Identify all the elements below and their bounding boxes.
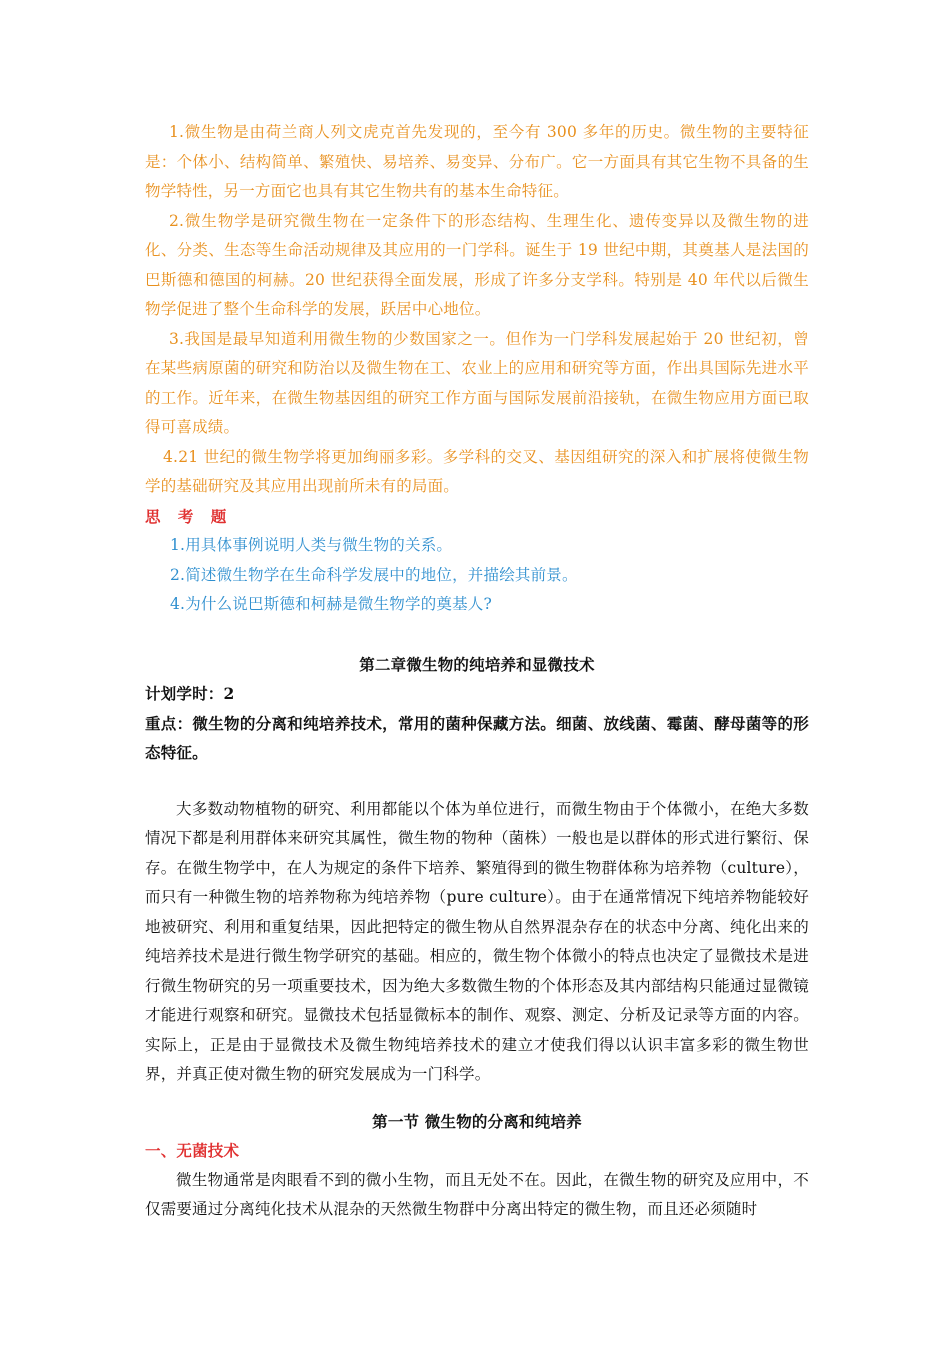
page-content bbox=[145, 118, 809, 1225]
section-title: 第一节 微生物的分离和纯培养 bbox=[372, 1111, 582, 1131]
section-paragraph: 微生物通常是肉眼看不到的微小生物，而且无处不在。因此，在微生物的研究及应用中，不仅需要通过分离纯化技术从混杂的天然微生物群中分离出特定的微生物，而且还必须随时 bbox=[145, 1170, 809, 1218]
summary-paragraph-1: 1.微生物是由荷兰商人列文虎克首先发现的，至今有 300 多年的历史。微生物的主要特征是：个体小、结构简单、繁殖快、易培养、易变异、分布广。它一方面具有其它生物不具备的生物学特性，另一方面它也具有其它生物共有的基本生命特征。 bbox=[145, 123, 809, 200]
summary-paragraph-4: 4.21 世纪的微生物学将更加绚丽多彩。多学科的交叉、基因组研究的深入和扩展将使微生物学的基础研究及其应用出现前所未有的局面。 bbox=[145, 447, 809, 495]
planned-hours: 计划学时：2 bbox=[145, 684, 235, 703]
question-item: 4.为什么说巴斯德和柯赫是微生物学的奠基人? bbox=[170, 595, 492, 613]
chapter-title: 第二章微生物的纯培养和显微技术 bbox=[359, 654, 595, 674]
questions-heading: 思 考 题 bbox=[145, 506, 233, 526]
section-subheading: 一、无菌技术 bbox=[145, 1141, 240, 1160]
summary-paragraph-3: 3.我国是最早知道利用微生物的少数国家之一。但作为一门学科发展起始于 20 世纪初，曾在某些病原菌的研究和防治以及微生物在工、农业上的应用和研究等方面，作出具国际先进水平的工作。近年来，在微生物基因组的研究工作方面与国际发展前沿接轨，在微生物应用方面已取得可喜成绩。 bbox=[145, 329, 809, 436]
key-points: 重点：微生物的分离和纯培养技术，常用的菌种保藏方法。细菌、放线菌、霉菌、酵母菌等的形态特征。 bbox=[145, 713, 809, 762]
question-item: 1.用具体事例说明人类与微生物的关系。 bbox=[170, 536, 453, 554]
chapter-intro-paragraph: 大多数动物植物的研究、利用都能以个体为单位进行，而微生物由于个体微小，在绝大多数情况下都是利用群体来研究其属性，微生物的物种（菌株）一般也是以群体的形式进行繁衍、保存。在微生物学中，在人为规定的条件下培养、繁殖得到的微生物群体称为培养物（culture），而只有一种微生物的培养物称为纯培养物（pure culture）。由于在通常情况下纯培养物能较好地被研究、利用和重复结果，因此把特定的微生物从自然界混杂存在的状态中分离、纯化出来的纯培养技术是进行微生物学研究的基础。相应的，微生物个体微小的特点也决定了显微技术是进行微生物研究的另一项重要技术，因为绝大多数微生物的个体形态及其内部结构只能通过显微镜才能进行观察和研究。显微技术包括显微标本的制作、观察、测定、分析及记录等方面的内容。实际上，正是由于显微技术及微生物纯培养技术的建立才使我们得以认识丰富多彩的微生物世界，并真正使对微生物的研究发展成为一门科学。 bbox=[145, 799, 809, 1083]
spacer bbox=[145, 768, 809, 795]
summary-paragraph-2: 2.微生物学是研究微生物在一定条件下的形态结构、生理生化、遗传变异以及微生物的进化、分类、生态等生命活动规律及其应用的一门学科。诞生于 19 世纪中期，其奠基人是法国的巴斯德和德国的柯赫。20 世纪获得全面发展，形成了许多分支学科。特别是 40 年代以后微生物学促进了整个生命科学的发展，跃居中心地位。 bbox=[145, 211, 809, 318]
question-item: 2.简述微生物学在生命科学发展中的地位，并描绘其前景。 bbox=[170, 565, 578, 584]
